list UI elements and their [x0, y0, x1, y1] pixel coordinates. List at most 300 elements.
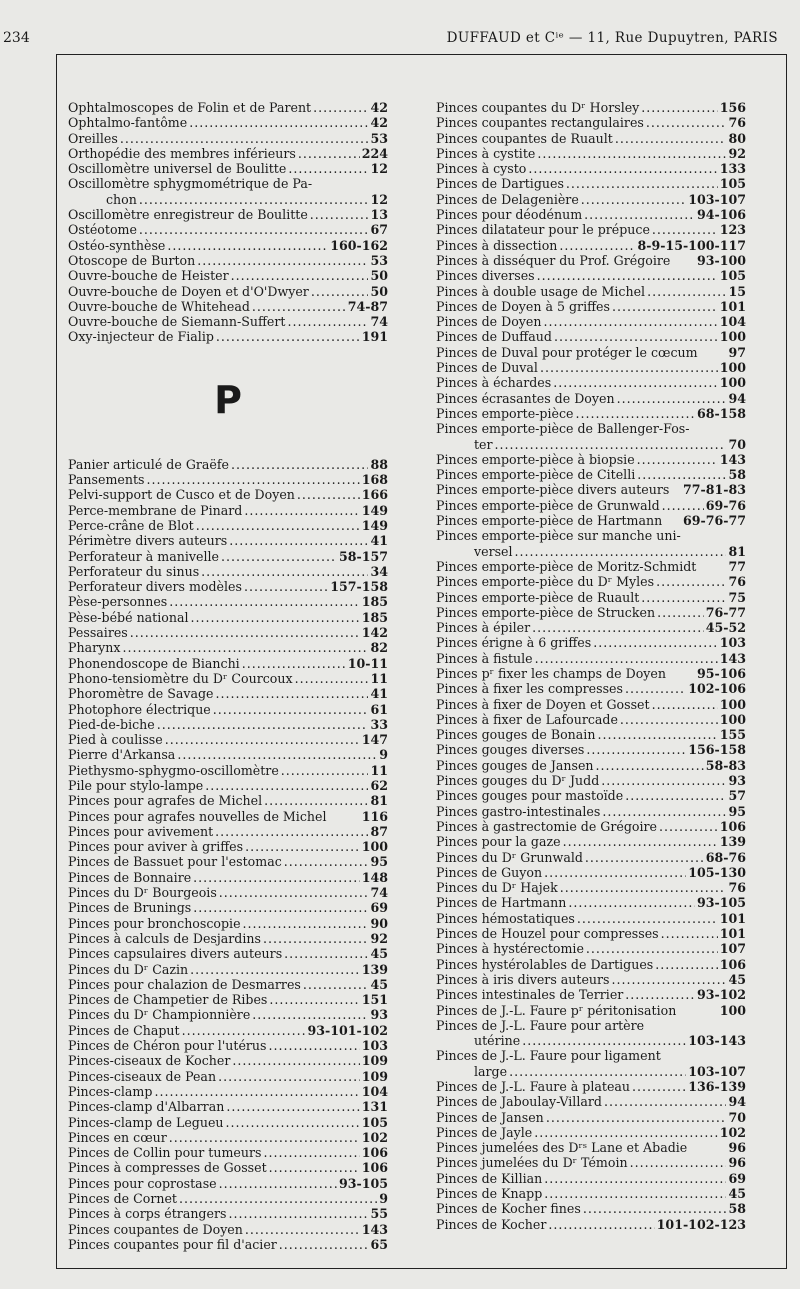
entry-page-ref: 13: [370, 207, 388, 223]
leader-dots: [656, 574, 726, 589]
leader-dots: [540, 360, 718, 375]
entry-page-ref: 92: [370, 930, 388, 946]
leader-dots: [157, 717, 369, 732]
entry-page-ref: 105-130: [688, 864, 746, 880]
entry-page-ref: 93-101-102: [307, 1022, 388, 1038]
index-entry: [436, 1110, 746, 1125]
index-entry: [68, 1145, 388, 1160]
leader-dots: [575, 406, 694, 421]
entry-title: Pinces pour avivement: [68, 823, 214, 839]
index-entry: [436, 115, 746, 130]
index-entry: [68, 268, 388, 283]
leader-dots: [637, 467, 726, 482]
entry-title: Pinces pour bronchoscopie: [68, 915, 241, 931]
leader-dots: [630, 1155, 727, 1170]
leader-dots: [637, 452, 718, 467]
entry-page-ref: 42: [370, 115, 388, 131]
entry-title: Pinces emporte-pièce de Ballenger-Fos-: [436, 421, 690, 437]
index-entry: [436, 238, 746, 253]
leader-dots: [167, 238, 328, 253]
entry-page-ref: 45-52: [705, 620, 746, 636]
entry-page-ref: 104: [719, 314, 746, 330]
entry-title: Pinces à gastrectomie de Grégoire: [436, 818, 657, 834]
leader-dots: [532, 620, 704, 635]
entry-title: Pèse-personnes: [68, 594, 168, 610]
leader-dots: [182, 1023, 306, 1038]
index-entry: [436, 773, 746, 788]
index-entry: [436, 559, 746, 574]
entry-title: Pied-de-biche: [68, 716, 155, 732]
entry-page-ref: 105: [719, 176, 746, 192]
index-entry: [436, 834, 746, 849]
entry-page-ref: 191: [361, 329, 388, 345]
entry-page-ref: 94: [728, 390, 746, 406]
leader-dots: [139, 222, 369, 237]
entry-title: Otoscope de Burton: [68, 252, 196, 268]
entry-title: Pinces de Duffaud: [436, 329, 552, 345]
leader-dots: [146, 472, 359, 487]
leader-dots: [218, 1069, 360, 1084]
entry-page-ref: 105: [361, 1114, 388, 1130]
index-entry: [436, 651, 746, 666]
entry-page-ref: 101: [719, 926, 746, 942]
entry-page-ref: 94-106: [696, 207, 746, 223]
entry-title: Pinces de Bassuet pour l'estomac: [68, 854, 282, 870]
leader-dots: [269, 1038, 360, 1053]
entry-page-ref: 74: [370, 885, 388, 901]
index-entry: [68, 549, 388, 564]
entry-title: Pinces pour agrafes nouvelles de Michel: [68, 808, 327, 824]
entry-title: Pinces à fixer de Lafourcade: [436, 711, 618, 727]
entry-page-ref: 95-106: [696, 665, 746, 681]
index-entry: [68, 793, 388, 808]
entry-page-ref: 107: [719, 941, 746, 957]
index-list-o: [68, 100, 388, 345]
entry-page-ref: 93-102: [696, 987, 746, 1003]
entry-title: Pinces de Kocher fines: [436, 1201, 581, 1217]
index-entry: [68, 192, 388, 207]
leader-dots: [528, 161, 717, 176]
entry-page-ref: 62: [370, 777, 388, 793]
entry-page-ref: 61: [370, 701, 388, 717]
index-entry: [436, 146, 746, 161]
entry-page-ref: 41: [370, 686, 388, 702]
entry-title: Phoromètre de Savage: [68, 686, 214, 702]
entry-title: Pinces hémostatiques: [436, 910, 575, 926]
index-entry: [436, 681, 746, 696]
leader-dots: [139, 192, 369, 207]
index-entry: [436, 544, 746, 559]
index-entry: [68, 931, 388, 946]
index-column-right: [436, 100, 746, 1232]
entry-page-ref: 12: [370, 191, 388, 207]
entry-page-ref: 70: [728, 436, 746, 452]
leader-dots: [279, 1237, 369, 1252]
index-entry: [436, 697, 746, 712]
index-entry: [436, 482, 746, 497]
entry-page-ref: 106: [361, 1145, 388, 1161]
entry-page-ref: 45: [370, 946, 388, 962]
index-entry: [68, 100, 388, 115]
leader-dots: [535, 651, 718, 666]
index-entry: [436, 635, 746, 650]
leader-dots: [544, 1171, 726, 1186]
entry-title: Pinces en cœur: [68, 1129, 167, 1145]
entry-title: Pinces à compresses de Gosset: [68, 1160, 267, 1176]
index-entry: [68, 594, 388, 609]
leader-dots: [601, 773, 726, 788]
leader-dots: [189, 115, 368, 130]
entry-title: Pinces coupantes de Ruault: [436, 130, 613, 146]
entry-title: Orthopédie des membres inférieurs: [68, 145, 296, 161]
index-entry: [68, 1176, 388, 1191]
leader-dots: [245, 839, 360, 854]
index-entry: [436, 1003, 746, 1018]
entry-page-ref: 101: [719, 298, 746, 314]
entry-title: Pinces coupantes de Doyen: [68, 1221, 243, 1237]
entry-page-ref: 74: [370, 314, 388, 330]
index-entry: [68, 176, 388, 191]
leader-dots: [179, 1191, 377, 1206]
leader-dots: [646, 115, 727, 130]
entry-page-ref: 100: [719, 329, 746, 345]
entry-page-ref: 77: [728, 558, 746, 574]
entry-title: Pinces à échardes: [436, 375, 552, 391]
entry-page-ref: 101: [719, 910, 746, 926]
leader-dots: [585, 850, 704, 865]
entry-title: Pinces de Cornet: [68, 1191, 177, 1206]
entry-page-ref: 102: [361, 1129, 388, 1145]
index-entry: [68, 1099, 388, 1114]
index-entry: [68, 329, 388, 344]
index-entry: [68, 253, 388, 268]
entry-page-ref: 155: [719, 727, 746, 743]
index-entry: [436, 941, 746, 956]
entry-page-ref: 8-9-15-100-117: [637, 237, 746, 253]
leader-dots: [122, 640, 368, 655]
index-entry: [436, 574, 746, 589]
index-entry: [436, 758, 746, 773]
leader-dots: [612, 972, 727, 987]
leader-dots: [632, 1079, 686, 1094]
entry-title: Ophtalmo-fantôme: [68, 115, 188, 131]
leader-dots: [546, 1110, 727, 1125]
leader-dots: [313, 100, 368, 115]
entry-title: ter: [474, 436, 493, 452]
entry-title: Pinces gouges de Bonain: [436, 727, 596, 743]
entry-page-ref: 103-143: [688, 1033, 746, 1049]
entry-page-ref: 50: [370, 268, 388, 284]
entry-title: Pinces intestinales de Terrier: [436, 987, 624, 1003]
leader-dots: [120, 131, 369, 146]
entry-title: versel: [474, 543, 513, 559]
entry-page-ref: 69: [370, 900, 388, 916]
index-entry: [436, 1079, 746, 1094]
entry-page-ref: 106: [719, 818, 746, 834]
index-entry: [436, 498, 746, 513]
entry-page-ref: 156-158: [688, 742, 746, 758]
index-entry: [436, 1186, 746, 1201]
index-entry: [68, 1038, 388, 1053]
leader-dots: [625, 681, 686, 696]
leader-dots: [495, 437, 727, 452]
index-entry: [436, 865, 746, 880]
index-entry: [68, 839, 388, 854]
index-column-left: [68, 100, 388, 1252]
leader-dots: [213, 702, 369, 717]
entry-title: utérine: [474, 1033, 521, 1049]
entry-title: Perce-membrane de Pinard: [68, 502, 243, 518]
index-entry: [68, 656, 388, 671]
entry-page-ref: 77-81-83: [682, 482, 746, 498]
leader-dots: [659, 819, 718, 834]
entry-page-ref: 57: [728, 788, 746, 804]
index-entry: [68, 314, 388, 329]
leader-dots: [647, 284, 726, 299]
index-entry: [436, 850, 746, 865]
index-entry: [68, 564, 388, 579]
entry-title: Pinces-clamp d'Albarran: [68, 1099, 225, 1115]
entry-title: Pinces de Bonnaire: [68, 869, 192, 885]
entry-title: Pinces gouges de Jansen: [436, 757, 594, 773]
index-entry: [68, 1160, 388, 1175]
entry-page-ref: 12: [370, 161, 388, 177]
entry-page-ref: 143: [719, 451, 746, 467]
index-entry: [436, 727, 746, 742]
entry-page-ref: 45: [728, 971, 746, 987]
entry-title: Pinces de Doyen: [436, 314, 542, 330]
leader-dots: [232, 1053, 359, 1068]
entry-title: Pinces de Kocher: [436, 1216, 547, 1232]
entry-title: Pinces à double usage de Michel: [436, 283, 646, 299]
entry-title: Pinces emporte-pièce de Grunwald: [436, 497, 660, 513]
entry-title: Pinces-clamp: [68, 1083, 153, 1099]
leader-dots: [586, 742, 686, 757]
entry-title: Pinces à iris divers auteurs: [436, 971, 610, 987]
entry-page-ref: 92: [728, 145, 746, 161]
index-entry: [68, 870, 388, 885]
page-number: 234: [3, 30, 30, 46]
entry-title: Ostéo-synthèse: [68, 237, 166, 253]
leader-dots: [554, 329, 718, 344]
index-entry: [436, 253, 746, 268]
entry-page-ref: 81: [728, 543, 746, 559]
entry-title: Pinces emporte-pièce de Hartmann: [436, 513, 663, 529]
entry-page-ref: 123: [719, 222, 746, 238]
entry-page-ref: 100: [719, 696, 746, 712]
entry-page-ref: 50: [370, 283, 388, 299]
index-entry: [436, 391, 746, 406]
entry-title: Pinces de Hartmann: [436, 895, 567, 911]
leader-dots: [216, 329, 360, 344]
entry-title: Ouvre-bouche de Doyen et d'O'Dwyer: [68, 283, 309, 299]
entry-page-ref: 9: [379, 747, 388, 763]
index-entry: [68, 610, 388, 625]
entry-title: Pinces emporte-pièce de Strucken: [436, 604, 656, 620]
entry-page-ref: 96: [728, 1140, 746, 1156]
entry-page-ref: 70: [728, 1109, 746, 1125]
index-entry: [436, 1064, 746, 1079]
entry-page-ref: 100: [361, 839, 388, 855]
entry-title: Pinces de Jansen: [436, 1109, 544, 1125]
entry-page-ref: 100: [719, 375, 746, 391]
entry-page-ref: 93-100: [696, 252, 746, 268]
entry-page-ref: 103: [719, 635, 746, 651]
leader-dots: [577, 911, 718, 926]
index-entry: [68, 1053, 388, 1068]
entry-title: Pinces-clamp de Legueu: [68, 1114, 224, 1130]
entry-title: Oscillomètre enregistreur de Boulitte: [68, 207, 308, 223]
entry-page-ref: 106: [361, 1160, 388, 1176]
entry-title: Pinces de Houzel pour compresses: [436, 926, 659, 942]
leader-dots: [197, 253, 368, 268]
leader-dots: [263, 931, 368, 946]
entry-page-ref: 68-158: [696, 405, 746, 421]
index-entry: [436, 1033, 746, 1048]
index-entry: [68, 146, 388, 161]
index-entry: [436, 345, 746, 360]
entry-title: Pinces jumelées des Dʳˢ Lane et Abadie: [436, 1140, 688, 1156]
leader-dots: [298, 146, 360, 161]
entry-page-ref: 82: [370, 640, 388, 656]
entry-title: Pinces hystérolables de Dartigues: [436, 956, 654, 972]
entry-title: Pinces gouges diverses: [436, 742, 585, 758]
entry-title: Pinces pour coprostase: [68, 1175, 217, 1191]
entry-page-ref: 131: [361, 1099, 388, 1115]
entry-page-ref: 185: [361, 609, 388, 625]
index-entry: [436, 406, 746, 421]
index-entry: [436, 452, 746, 467]
entry-page-ref: 142: [361, 625, 388, 641]
index-entry: [68, 778, 388, 793]
index-entry: [436, 605, 746, 620]
entry-title: Pinces de Guyon: [436, 864, 543, 880]
leader-dots: [641, 100, 717, 115]
leader-dots: [219, 1176, 337, 1191]
entry-title: Pinces diverses: [436, 268, 535, 284]
entry-page-ref: 76: [728, 880, 746, 896]
entry-page-ref: 100: [719, 1002, 746, 1018]
entry-page-ref: 148: [361, 869, 388, 885]
leader-dots: [284, 854, 369, 869]
entry-page-ref: 133: [719, 161, 746, 177]
entry-title: Pinces de Knapp: [436, 1186, 543, 1202]
index-entry: [436, 880, 746, 895]
leader-dots: [154, 1084, 359, 1099]
index-entry: [68, 238, 388, 253]
index-entry: [436, 513, 746, 528]
entry-title: Pinces pour aviver à griffes: [68, 839, 244, 855]
entry-page-ref: 87: [370, 823, 388, 839]
entry-page-ref: 69-76-77: [682, 513, 746, 529]
leader-dots: [165, 732, 360, 747]
entry-title: Pinces à fixer de Doyen et Gosset: [436, 696, 650, 712]
entry-page-ref: 149: [361, 502, 388, 518]
leader-dots: [244, 503, 359, 518]
entry-title: Pinces emporte-pièce de Citelli: [436, 467, 636, 483]
entry-page-ref: 151: [361, 992, 388, 1008]
index-entry: [68, 977, 388, 992]
entry-title: Pinces de Duval pour protéger le cœcum: [436, 344, 698, 360]
entry-title: Phonendoscope de Bianchi: [68, 655, 240, 671]
entry-title: Pinces du Dʳ Grunwald: [436, 849, 583, 865]
entry-title: Pinces de J.-L. Faure à plateau: [436, 1079, 631, 1094]
index-entry: [68, 533, 388, 548]
entry-page-ref: 45: [728, 1186, 746, 1202]
entry-title: Pinces gastro-intestinales: [436, 803, 601, 819]
entry-title: Pinces de Killian: [436, 1170, 543, 1186]
index-entry: [68, 131, 388, 146]
index-entry: [68, 503, 388, 518]
entry-title: Pinces de J.-L. Faure pour artère: [436, 1017, 645, 1033]
leader-dots: [586, 941, 718, 956]
entry-page-ref: 100: [719, 711, 746, 727]
entry-title: Pinces emporte-pièce: [436, 405, 574, 421]
entry-page-ref: 55: [370, 1206, 388, 1222]
index-entry: [68, 222, 388, 237]
entry-page-ref: 53: [370, 130, 388, 146]
entry-page-ref: 143: [719, 650, 746, 666]
index-entry: [436, 176, 746, 191]
leader-dots: [583, 1201, 727, 1216]
leader-dots: [537, 146, 726, 161]
leader-dots: [252, 1007, 368, 1022]
leader-dots: [205, 778, 368, 793]
entry-page-ref: 97: [728, 344, 746, 360]
entry-title: Pinces-ciseaux de Kocher: [68, 1053, 231, 1069]
index-entry: [68, 518, 388, 533]
leader-dots: [231, 268, 369, 283]
index-entry: [68, 992, 388, 1007]
index-entry: [436, 819, 746, 834]
leader-dots: [216, 686, 369, 701]
leader-dots: [190, 962, 360, 977]
index-entry: [68, 1023, 388, 1038]
index-entry: [436, 926, 746, 941]
entry-page-ref: 88: [370, 456, 388, 472]
index-entry: [436, 987, 746, 1002]
entry-title: Pinces de Doyen à 5 griffes: [436, 298, 610, 314]
index-entry: [68, 1237, 388, 1252]
entry-title: Ostéotome: [68, 222, 137, 238]
index-entry: [436, 329, 746, 344]
entry-title: Pèse-bébé national: [68, 609, 189, 625]
index-entry: [68, 640, 388, 655]
leader-dots: [231, 457, 368, 472]
index-entry: [436, 268, 746, 283]
leader-dots: [288, 161, 368, 176]
entry-page-ref: 58: [728, 1201, 746, 1217]
entry-title: Pinces pʳ fixer les champs de Doyen: [436, 665, 666, 681]
leader-dots: [597, 727, 717, 742]
entry-page-ref: 139: [361, 961, 388, 977]
index-entry: [436, 911, 746, 926]
leader-dots: [661, 926, 718, 941]
entry-title: Oscillomètre universel de Boulitte: [68, 161, 287, 177]
entry-page-ref: 102: [719, 1124, 746, 1140]
entry-page-ref: 109: [361, 1053, 388, 1069]
index-entry: [436, 972, 746, 987]
entry-page-ref: 10-11: [347, 655, 388, 671]
entry-page-ref: 106: [719, 956, 746, 972]
leader-dots: [229, 533, 368, 548]
leader-dots: [243, 916, 369, 931]
entry-page-ref: 116: [361, 808, 388, 824]
leader-dots: [281, 763, 369, 778]
entry-page-ref: 103: [361, 1038, 388, 1054]
index-entry: [436, 360, 746, 375]
leader-dots: [226, 1115, 360, 1130]
